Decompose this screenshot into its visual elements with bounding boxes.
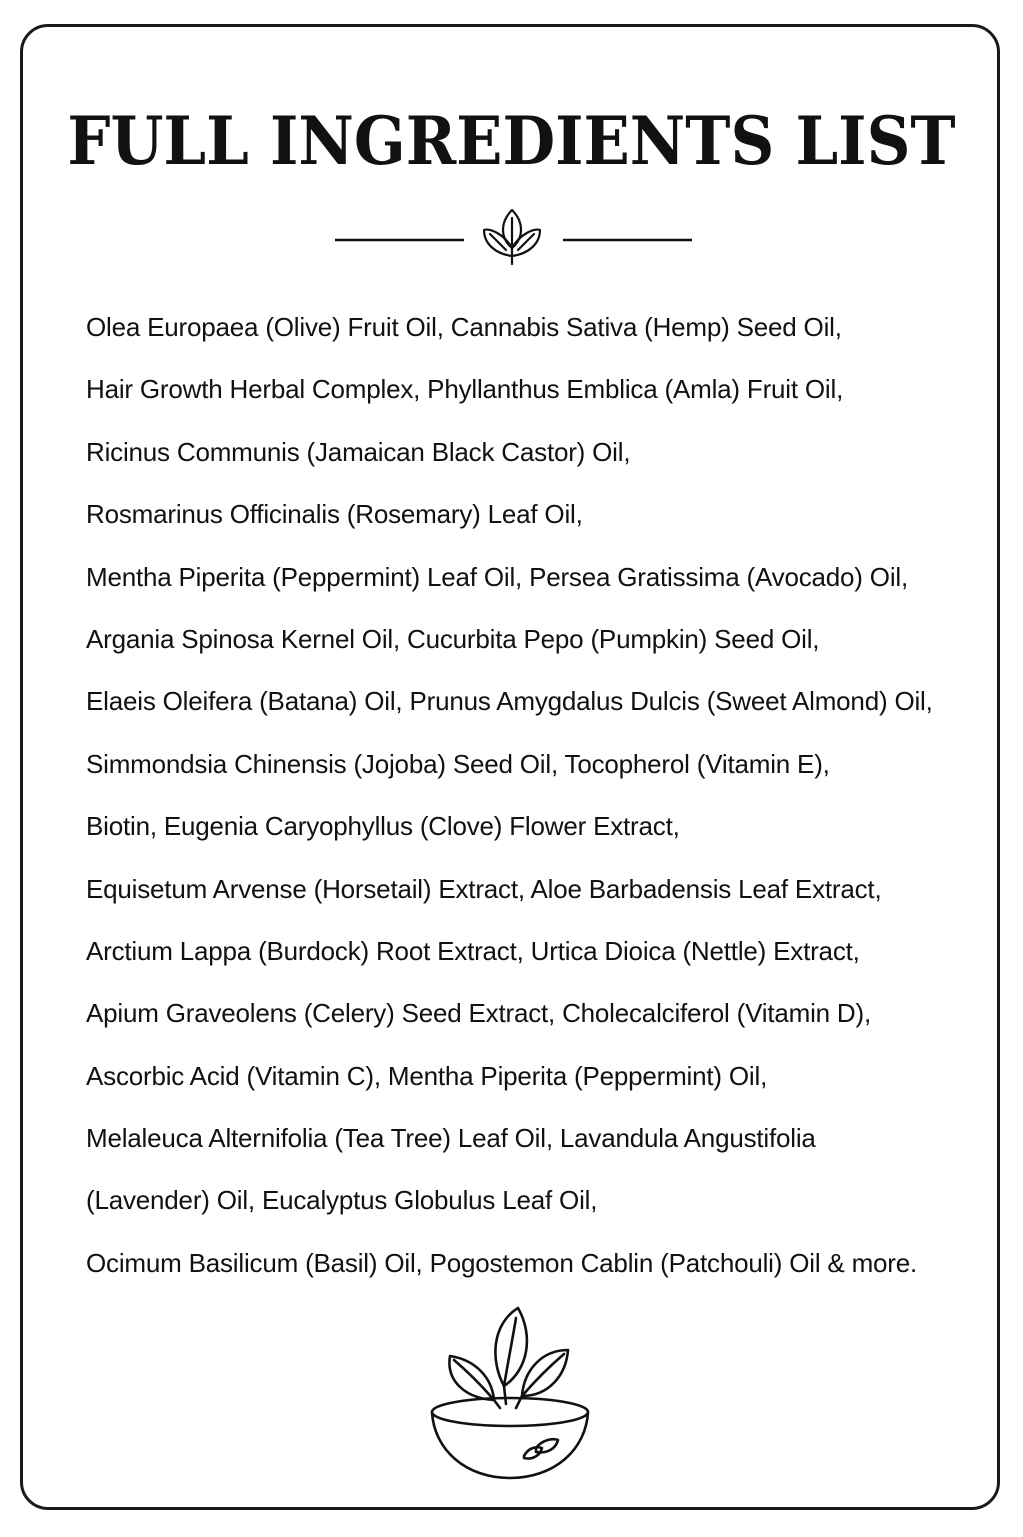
ingredient-line: Apium Graveolens (Celery) Seed Extract, Cholecalciferol (Vitamin D), xyxy=(86,998,871,1029)
page-title: FULL INGREDIENTS LIST xyxy=(67,102,956,180)
ingredient-line: Argania Spinosa Kernel Oil, Cucurbita Pepo (Pumpkin) Seed Oil, xyxy=(86,623,820,654)
ingredient-line: Ricinus Communis (Jamaican Black Castor) Oil, xyxy=(86,436,631,467)
ingredient-line: Mentha Piperita (Peppermint) Leaf Oil, Persea Gratissima (Avocado) Oil, xyxy=(86,561,908,592)
ingredient-line: Ascorbic Acid (Vitamin C), Mentha Piperita (Peppermint) Oil, xyxy=(86,1060,768,1091)
ingredient-line: Olea Europaea (Olive) Fruit Oil, Cannabis Sativa (Hemp) Seed Oil, xyxy=(86,312,842,342)
title-divider xyxy=(0,204,1023,274)
ingredient-line: (Lavender) Oil, Eucalyptus Globulus Leaf Oil, xyxy=(86,1185,598,1216)
ingredient-line: Ocimum Basilicum (Basil) Oil, Pogostemon Cablin (Patchouli) Oil & more. xyxy=(86,1247,918,1278)
ingredient-line: Simmondsia Chinensis (Jojoba) Seed Oil, Tocopherol (Vitamin E), xyxy=(86,748,830,779)
ingredients-list xyxy=(86,296,986,1294)
ingredient-line: Elaeis Oleifera (Batana) Oil, Prunus Amygdalus Dulcis (Sweet Almond) Oil, xyxy=(86,686,933,717)
ingredient-line: Rosmarinus Officinalis (Rosemary) Leaf Oil, xyxy=(86,499,583,530)
ingredient-line: Equisetum Arvense (Horsetail) Extract, Aloe Barbadensis Leaf Extract, xyxy=(86,873,882,904)
ingredient-line: Biotin, Eugenia Caryophyllus (Clove) Flower Extract, xyxy=(86,811,680,842)
ingredient-line: Melaleuca Alternifolia (Tea Tree) Leaf Oil, Lavandula Angustifolia xyxy=(86,1123,816,1154)
ingredient-line: Hair Growth Herbal Complex, Phyllanthus Emblica (Amla) Fruit Oil, xyxy=(86,374,844,405)
leaf-sprout-icon xyxy=(484,210,540,264)
ingredient-line: Arctium Lappa (Burdock) Root Extract, Urtica Dioica (Nettle) Extract, xyxy=(86,935,860,966)
herb-bowl-icon xyxy=(420,1300,600,1490)
